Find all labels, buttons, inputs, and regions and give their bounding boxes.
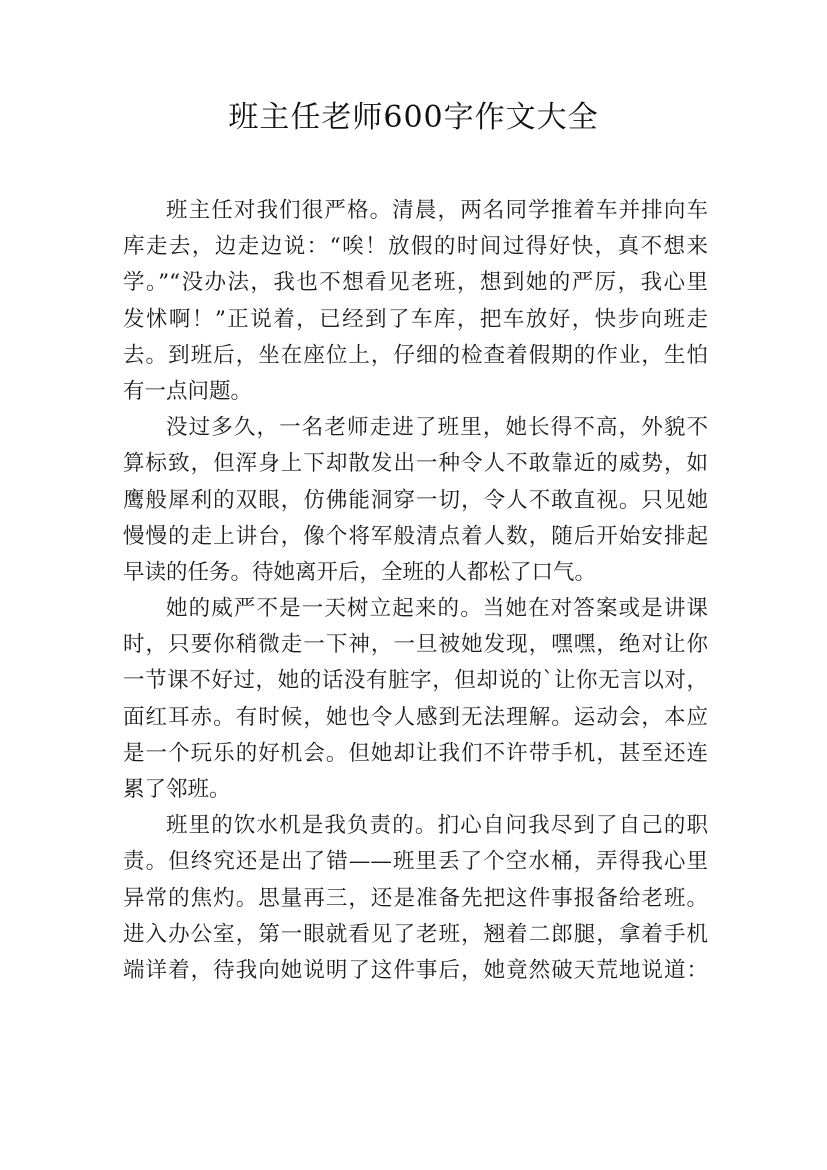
text-line: 鹰般犀利的双眼，仿佛能洞穿一切，令人不敢直视。只见她 — [123, 487, 708, 513]
text-line: 是一个玩乐的好机会。但她却让我们不许带手机，甚至还连 — [123, 740, 708, 766]
text-line: 她的威严不是一天树立起来的。当她在对答案或是讲课 — [166, 596, 708, 622]
text-line: 算标致，但浑身上下却散发出一种令人不敢靠近的威势，如 — [123, 451, 708, 477]
text-line: 慢慢的走上讲台，像个将军般清点着人数，随后开始安排起 — [123, 523, 708, 549]
paragraph-2 — [123, 410, 708, 591]
text-line: 累了邻班。 — [123, 777, 231, 802]
document-title: 班主任老师600字作文大全 — [228, 100, 599, 135]
text-line: 早读的任务。待她离开后，全班的人都松了口气。 — [123, 559, 597, 585]
text-line: 一节课不好过，她的话没有脏字，但却说的`让你无言以对， — [123, 668, 708, 694]
paragraph-1 — [123, 193, 708, 410]
text-line: 异常的焦灼。思量再三，还是准备先把这件事报备给老班。 — [123, 885, 708, 911]
text-line: 去。到班后，坐在座位上，仔细的检查着假期的作业，生怕 — [123, 342, 708, 368]
text-line: 时，只要你稍微走一下神，一旦被她发现，嘿嘿，绝对让你 — [123, 632, 708, 658]
text-line: 端详着，待我向她说明了这件事后，她竟然破天荒地说道： — [123, 957, 708, 983]
text-line: 发怵啊！”正说着，已经到了车库，把车放好，快步向班走 — [123, 306, 708, 332]
document-body — [123, 193, 708, 989]
text-line: 责。但终究还是出了错——班里丢了个空水桶，弄得我心里 — [123, 849, 708, 875]
text-line: 班里的饮水机是我负责的。扪心自问我尽到了自己的职 — [166, 813, 708, 839]
text-line: 学。”“没办法，我也不想看见老班，想到她的严厉，我心里 — [123, 270, 708, 296]
text-line: 进入办公室，第一眼就看见了老班，翘着二郎腿，拿着手机 — [123, 921, 708, 947]
paragraph-4 — [123, 808, 708, 989]
text-line: 库走去，边走边说：“唉！放假的时间过得好快，真不想来 — [123, 234, 708, 260]
text-line: 有一点问题。 — [123, 378, 253, 404]
text-line: 班主任对我们很严格。清晨，两名同学推着车并排向车 — [166, 198, 708, 223]
paragraph-3 — [123, 591, 708, 808]
text-line: 没过多久，一名老师走进了班里，她长得不高，外貌不 — [166, 415, 708, 441]
text-line: 面红耳赤。有时候，她也令人感到无法理解。运动会，本应 — [123, 704, 708, 730]
